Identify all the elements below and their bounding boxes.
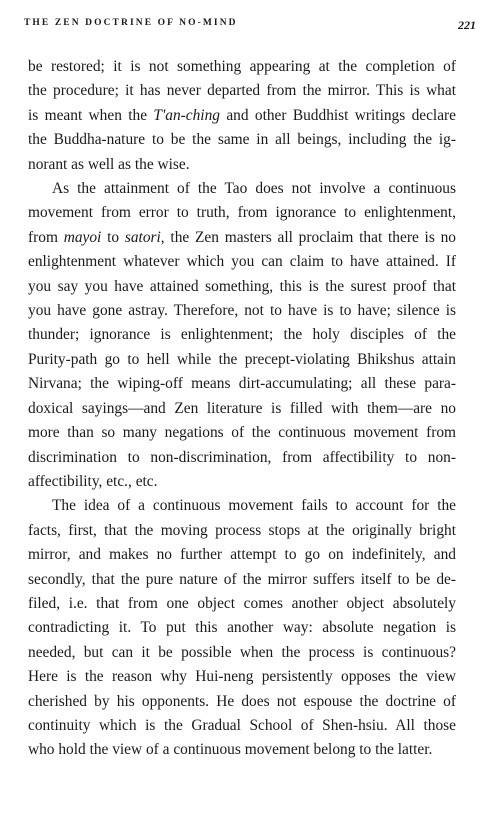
text-line: the Buddha-nature to be the same in all beings, including the ig- [28, 131, 456, 149]
text-line: is meant when the T'an-ching and other Buddhist writings declare [28, 106, 457, 124]
text-line: Nirvana; the wiping-off means dirt-accumulating; all these para- [28, 375, 456, 393]
text-line: mirror, and makes no further attempt to go on indefinitely, and [28, 546, 456, 564]
text-line: the procedure; it has never departed from the mirror. This is what [28, 82, 456, 100]
text-line: filed, i.e. that from one object comes another object absolutely [28, 594, 456, 612]
text-line: movement from error to truth, from ignorance to enlightenment, [28, 204, 456, 222]
text-line: you say you have attained something, this is the surest proof that [28, 277, 456, 295]
text-line: As the attainment of the Tao does not involve a continuous [52, 180, 456, 198]
text-line: The idea of a continuous movement fails to account for the [52, 497, 456, 515]
text-line: doxical sayings—and Zen literature is filled with them—are no [28, 399, 456, 417]
text-line: affectibility, etc., etc. [28, 472, 158, 490]
text-line: more than so many negations of the continuous movement from [28, 424, 456, 442]
text-line: who hold the view of a continuous movement belong to the latter. [28, 741, 433, 759]
text-line: secondly, that the pure nature of the mirror suffers itself to be de- [28, 570, 456, 588]
paragraph-3 [28, 494, 456, 762]
text-line: facts, first, that the moving process stops at the originally bright [28, 521, 456, 539]
text-line: contradicting it. To put this another way: absolute negation is [28, 619, 456, 637]
running-header [24, 18, 476, 38]
text-line: discrimination to non-discrimination, from affectibility to non- [28, 448, 456, 466]
text-line: Here is the reason why Hui-neng persistently opposes the view [28, 668, 456, 686]
text-line: thunder; ignorance is enlightenment; the holy disciples of the [28, 326, 456, 344]
paragraph-2 [28, 177, 456, 494]
body-text [28, 55, 456, 763]
text-line: enlightenment whatever which you can claim to have attained. If [28, 253, 456, 271]
text-line: from mayoi to satori, the Zen masters all proclaim that there is no [28, 228, 456, 246]
page-number: 221 [458, 18, 476, 32]
italic-term: satori [124, 228, 161, 246]
text-line: continuity which is the Gradual School of Shen-hsiu. All those [28, 716, 456, 734]
italic-term: T'an-ching [153, 106, 220, 124]
italic-term: mayoi [63, 228, 102, 246]
text-line: cherished by his opponents. He does not espouse the doctrine of [28, 692, 456, 710]
paragraph-1 [28, 55, 456, 177]
text-line: Purity-path go to hell while the precept-violating Bhikshus attain [28, 350, 456, 368]
running-header-title: THE ZEN DOCTRINE OF NO-MIND [24, 18, 238, 28]
text-line: be restored; it is not something appearing at the completion of [28, 58, 456, 75]
text-line: norant as well as the wise. [28, 155, 190, 173]
text-line: you have gone astray. Therefore, not to have is to have; silence is [28, 302, 456, 320]
text-line: needed, but can it be possible when the process is continuous? [28, 643, 456, 661]
